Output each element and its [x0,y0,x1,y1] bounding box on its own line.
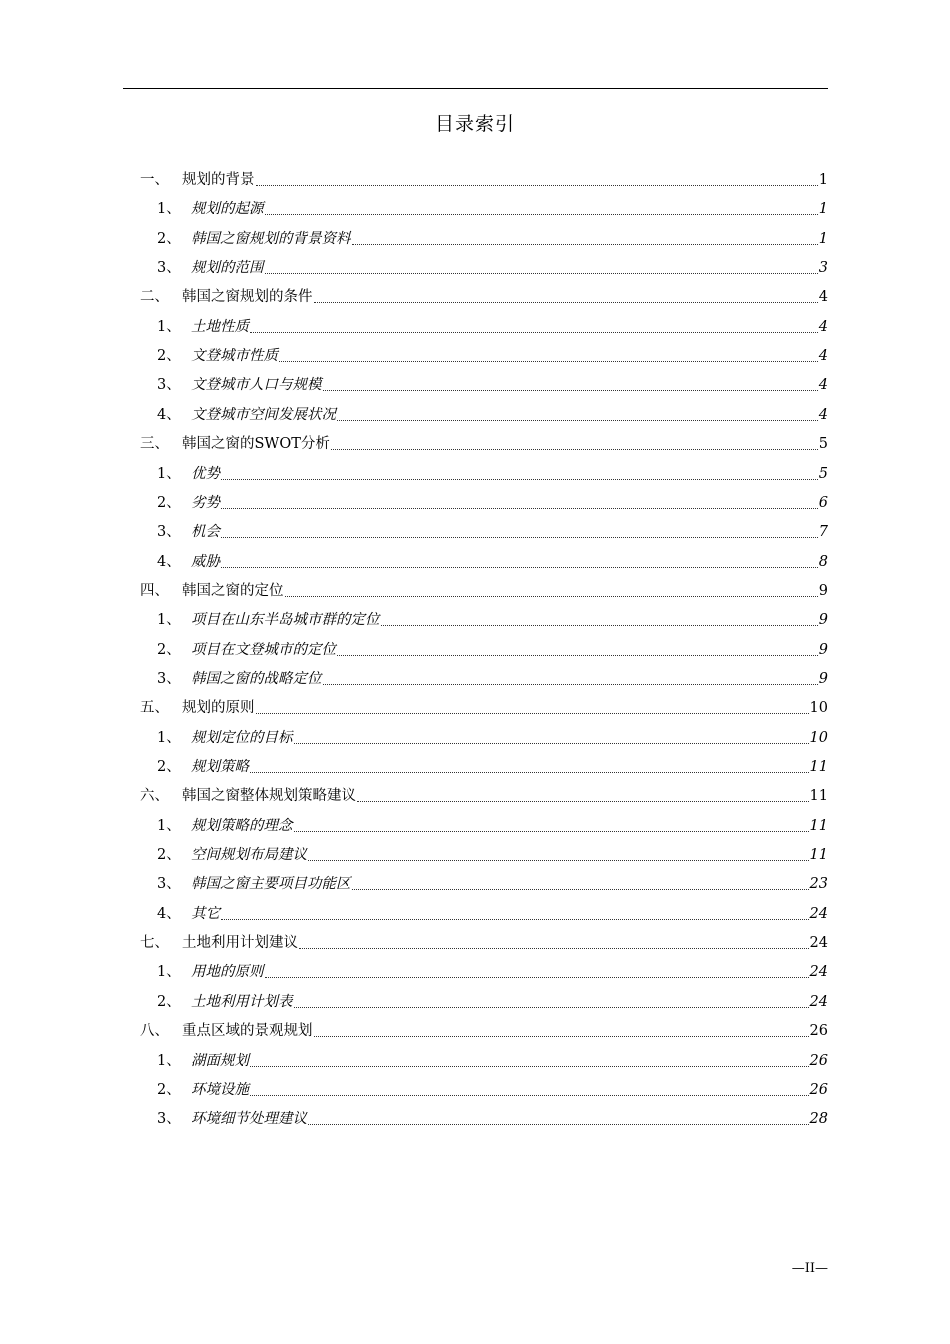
page-title: 目录索引 [434,113,515,135]
toc-dot-leader [256,185,818,186]
toc-entry-title: 文登城市性质 [191,348,278,365]
toc-entry-title: 规划定位的目标 [191,729,293,746]
header-rule [123,88,828,89]
toc-entry-title: 韩国之窗的战略定位 [191,670,322,687]
toc-entry-number: 1、 [157,817,181,834]
toc-entry-number: 2、 [157,230,181,247]
toc-page-number: 1 [818,172,828,188]
toc-dot-leader [221,508,818,509]
toc-section-entry[interactable] [157,1047,828,1071]
toc-entry-number: 4、 [157,406,181,423]
toc-page-number: 4 [818,406,828,423]
toc-entry-title: 空间规划布局建议 [191,847,307,864]
toc-entry-number: 1、 [157,318,181,335]
toc-entry-number: 七、 [140,935,169,952]
toc-entry-number: 4、 [157,553,181,570]
toc-entry-number: 3、 [157,524,181,541]
toc-chapter-entry[interactable] [140,577,828,601]
toc-dot-leader [299,948,809,949]
toc-entry-title: 韩国之窗的定位 [182,582,284,599]
toc-entry-title: 重点区域的景观规划 [182,1023,313,1040]
toc-page-number: 5 [818,465,828,482]
toc-dot-leader [357,801,809,802]
toc-entry-number: 1、 [157,964,181,981]
toc-entry-number: 1、 [157,201,181,218]
toc-page-number: 9 [818,582,828,599]
toc-entry-number: 四、 [140,582,169,599]
toc-entry-title: 韩国之窗规划的条件 [182,289,313,306]
toc-dot-leader [265,273,818,274]
toc-page-number: 4 [818,348,828,365]
toc-entry-number: 4、 [157,905,181,922]
toc-entry-title: 威胁 [191,553,220,570]
toc-section-entry[interactable] [157,1105,828,1129]
toc-section-entry[interactable] [157,870,828,894]
toc-entry-title: 土地利用计划建议 [182,935,298,952]
toc-entry-title: 规划策略的理念 [191,817,293,834]
toc-entry-title: 韩国之窗规划的背景资料 [191,230,351,247]
toc-entry-title: 项目在山东半岛城市群的定位 [191,612,380,629]
toc-page-number: 11 [809,847,828,864]
toc-dot-leader [256,713,809,714]
toc-entry-number: 2、 [157,847,181,864]
toc-entry-number: 2、 [157,641,181,658]
toc-dot-leader [221,567,818,568]
toc-page-number: 11 [809,817,828,834]
toc-entry-title: 规划的背景 [182,172,255,188]
toc-page-number: 9 [818,612,828,629]
toc-section-entry[interactable] [157,371,828,395]
toc-section-entry[interactable] [157,606,828,630]
toc-entry-title: 韩国之窗主要项目功能区 [191,876,351,893]
toc-page-number: 24 [809,993,828,1010]
toc-entry-title: 其它 [191,905,220,922]
toc-entry-number: 六、 [140,788,169,805]
toc-page-number: 26 [809,1081,828,1098]
toc-chapter-entry[interactable] [140,694,828,718]
toc-entry-number: 二、 [140,289,169,306]
toc-entry-number: 1、 [157,465,181,482]
toc-section-entry[interactable] [157,900,828,924]
toc-dot-leader [221,537,818,538]
toc-dot-leader [265,214,818,215]
toc-page-number: 28 [809,1111,828,1128]
toc-section-entry[interactable] [157,225,828,249]
toc-page-number: 9 [818,641,828,658]
toc-page-number: 1 [818,201,828,218]
toc-section-entry[interactable] [157,1076,828,1100]
toc-section-entry[interactable] [157,460,828,484]
toc-page-number: 9 [818,670,828,687]
toc-entry-title: 劣势 [191,494,220,511]
page-footer: —II— [791,1261,828,1276]
toc-dot-leader [323,684,818,685]
toc-entry-title: 土地利用计划表 [191,993,293,1010]
toc-section-entry[interactable] [157,313,828,337]
toc-page-number: 8 [818,553,828,570]
toc-entry-number: 3、 [157,1111,181,1128]
toc-entry-title: 规划的范围 [191,260,264,277]
toc-dot-leader [381,625,818,626]
toc-chapter-entry[interactable] [140,929,828,953]
toc-page-number: 10 [809,729,828,746]
toc-page-number: 4 [818,289,828,306]
toc-dot-leader [337,655,818,656]
toc-page-number: 7 [818,524,828,541]
toc-entry-title: 机会 [191,524,220,541]
toc-page-number: 26 [809,1023,828,1040]
toc-entry-number: 3、 [157,260,181,277]
toc-entry-number: 五、 [140,700,169,717]
toc-section-entry[interactable] [157,812,828,836]
toc-entry-number: 1、 [157,1052,181,1069]
toc-section-entry[interactable] [157,342,828,366]
toc-dot-leader [250,772,809,773]
toc-page-number: 10 [809,700,828,717]
toc-entry-title: 规划的起源 [191,201,264,218]
toc-section-entry[interactable] [157,636,828,660]
toc-chapter-entry[interactable] [140,166,828,190]
toc-entry-number: 八、 [140,1023,169,1040]
toc-chapter-entry[interactable] [140,1017,828,1041]
toc-entry-number: 2、 [157,993,181,1010]
toc-dot-leader [314,302,818,303]
toc-section-entry[interactable] [157,665,828,689]
toc-page-number: 6 [818,494,828,511]
toc-dot-leader [294,1007,809,1008]
toc-entry-number: 2、 [157,759,181,775]
toc-entry-number: 一、 [140,172,169,188]
toc-section-entry[interactable] [157,195,828,219]
toc-entry-title: 规划的原则 [182,700,255,717]
toc-page-number: 24 [809,935,828,952]
toc-entry-title: 规划策略 [191,759,249,775]
toc-section-entry[interactable] [157,518,828,542]
toc-entry-number: 3、 [157,377,181,394]
toc-section-entry[interactable] [157,958,828,982]
toc-page-number: 1 [818,230,828,247]
toc-entry-title: 优势 [191,465,220,482]
toc-page-number: 11 [809,788,828,805]
toc-entry-title: 文登城市空间发展状况 [191,406,336,423]
toc-page-number: 24 [809,964,828,981]
toc-page-number: 4 [818,377,828,394]
toc-dot-leader [221,919,809,920]
toc-entry-title: 韩国之窗的SWOT分析 [182,436,330,453]
toc-section-entry[interactable] [157,724,828,748]
toc-entry-title: 项目在文登城市的定位 [191,641,336,658]
toc-dot-leader [314,1036,809,1037]
toc-dot-leader [294,743,809,744]
toc-page-number: 11 [809,759,828,775]
toc-section-entry[interactable] [157,841,828,865]
toc-page-number: 4 [818,318,828,335]
toc-page-number: 23 [809,876,828,893]
toc-entry-title: 韩国之窗整体规划策略建议 [182,788,356,805]
toc-page-number: 24 [809,905,828,922]
toc-entry-title: 文登城市人口与规模 [191,377,322,394]
toc-dot-leader [265,977,809,978]
toc-dot-leader [250,332,818,333]
toc-dot-leader [331,449,818,450]
toc-section-entry[interactable] [157,254,828,278]
toc-entry-number: 三、 [140,436,169,453]
toc-chapter-entry[interactable] [140,283,828,307]
toc-dot-leader [250,1066,809,1067]
toc-entry-title: 湖面规划 [191,1052,249,1069]
toc-entry-number: 3、 [157,670,181,687]
toc-dot-leader [308,1124,809,1125]
toc-entry-title: 用地的原则 [191,964,264,981]
toc-entry-title: 环境细节处理建议 [191,1111,307,1128]
toc-dot-leader [308,860,809,861]
toc-dot-leader [221,479,818,480]
toc-entry-title: 土地性质 [191,318,249,335]
toc-dot-leader [352,244,818,245]
toc-dot-leader [323,390,818,391]
toc-entry-number: 2、 [157,348,181,365]
toc-section-entry[interactable] [157,753,828,777]
toc-entry-number: 3、 [157,876,181,893]
toc-entry-number: 1、 [157,729,181,746]
toc-page-number: 26 [809,1052,828,1069]
toc-section-entry[interactable] [157,489,828,513]
toc-dot-leader [294,831,809,832]
toc-dot-leader [337,420,818,421]
toc-dot-leader [250,1095,809,1096]
toc-dot-leader [352,889,809,890]
toc-section-entry[interactable] [157,548,828,572]
toc-dot-leader [285,596,818,597]
toc-section-entry[interactable] [157,988,828,1012]
toc-entry-number: 1、 [157,612,181,629]
toc-entry-number: 2、 [157,494,181,511]
toc-chapter-entry[interactable] [140,430,828,454]
toc-page-number: 3 [818,260,828,277]
toc-section-entry[interactable] [157,401,828,425]
toc-entry-number: 2、 [157,1081,181,1098]
toc-entry-title: 环境设施 [191,1081,249,1098]
toc-chapter-entry[interactable] [140,782,828,806]
toc-dot-leader [279,361,818,362]
toc-page-number: 5 [818,436,828,453]
